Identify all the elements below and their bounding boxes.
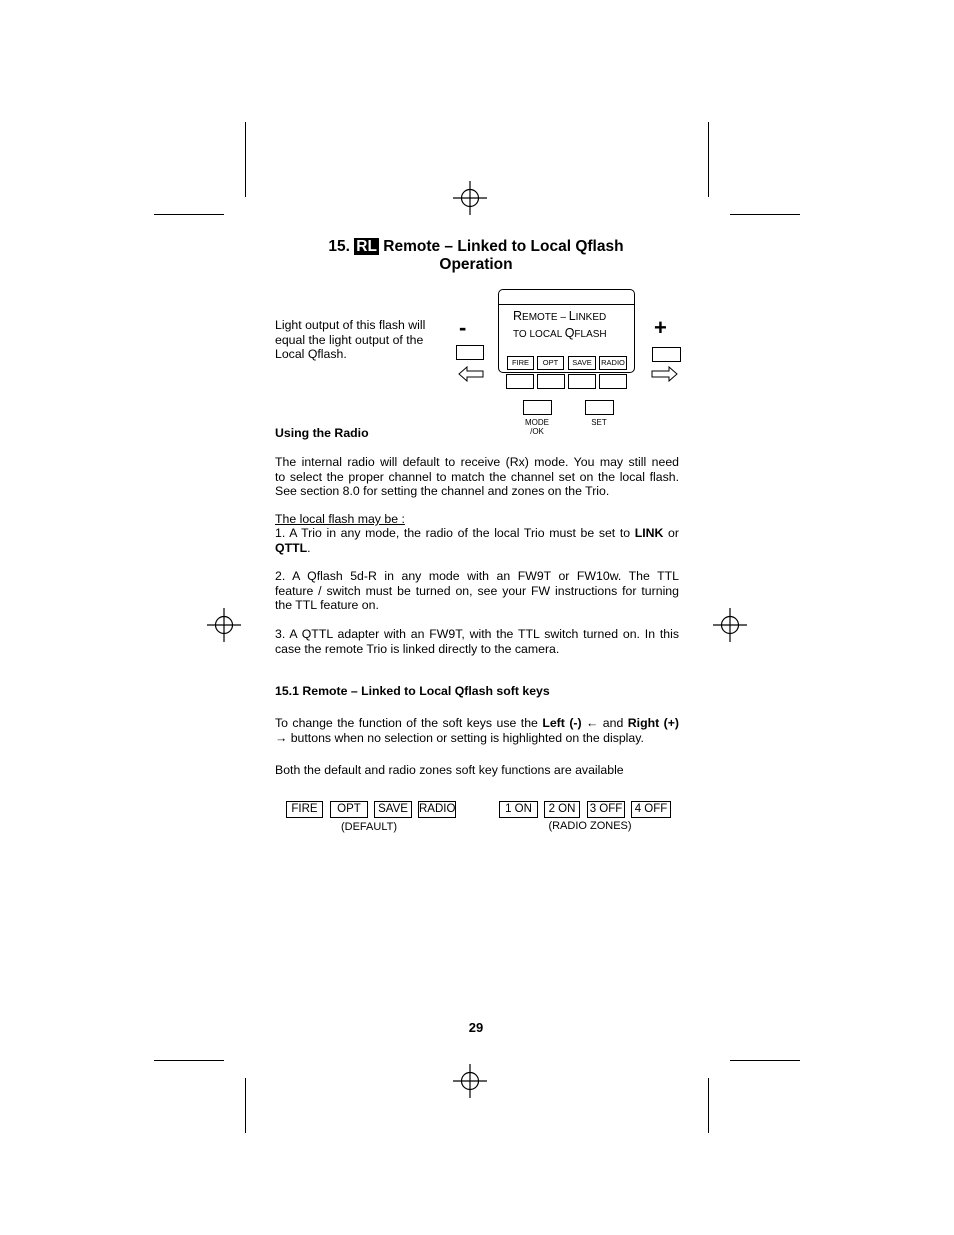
list-intro: The local flash may be : xyxy=(275,512,405,526)
mode-badge: RL xyxy=(356,238,377,255)
page-number: 29 xyxy=(468,1020,484,1035)
crop-mark xyxy=(730,1060,800,1061)
radio-zones-caption: (RADIO ZONES) xyxy=(548,820,632,832)
plus-label: + xyxy=(654,315,667,340)
section-number: 15. xyxy=(328,238,350,255)
radio-paragraph: The internal radio will default to receive (Rx) mode. You may still need to select the proper channel to match the channel set on the local flash. See section 8.0 for setting the channel and zones on the Trio. xyxy=(275,455,679,498)
softkeys-paragraph: To change the function of the soft keys use the Left (-) ← and Right (+) → buttons when no selection or setting is highlighted on the display. xyxy=(275,716,679,745)
crop-mark xyxy=(154,1060,224,1061)
crop-mark xyxy=(154,214,224,215)
soft-button-2[interactable] xyxy=(537,374,565,389)
crop-mark xyxy=(245,122,246,197)
crop-mark xyxy=(245,1078,246,1133)
display-top-divider xyxy=(499,304,634,305)
radio-heading: Using the Radio xyxy=(275,426,369,440)
radio-key-2-on: 2 ON xyxy=(544,801,580,818)
registration-mark xyxy=(207,608,241,642)
mode-ok-label: MODE /OK xyxy=(525,418,549,436)
mode-ok-button[interactable] xyxy=(523,400,552,415)
default-caption: (DEFAULT) xyxy=(340,821,398,833)
radio-key-4-off: 4 OFF xyxy=(631,801,671,818)
default-key-save: SAVE xyxy=(374,801,412,818)
default-key-radio: RADIO xyxy=(418,801,456,818)
soft-button-4[interactable] xyxy=(599,374,627,389)
section-title xyxy=(276,238,676,274)
registration-mark xyxy=(453,1064,487,1098)
registration-mark xyxy=(453,181,487,215)
display-softkey-opt: OPT xyxy=(537,356,564,370)
right-arrow-icon xyxy=(651,366,678,382)
section-title-line1: Remote – Linked to Local Qflash xyxy=(383,238,624,255)
default-key-opt: OPT xyxy=(330,801,368,818)
display-text-line1: REMOTE – LINKED xyxy=(513,309,607,323)
radio-key-1-on: 1 ON xyxy=(499,801,538,818)
minus-label: - xyxy=(459,315,467,340)
set-button[interactable] xyxy=(585,400,614,415)
softkeys-heading: 15.1 Remote – Linked to Local Qflash soft keys xyxy=(275,684,550,698)
section-title-line2: Operation xyxy=(439,256,513,273)
default-key-fire: FIRE xyxy=(286,801,323,818)
soft-button-3[interactable] xyxy=(568,374,596,389)
list-item-3: 3. A QTTL adapter with an FW9T, with the TTL switch turned on. In this case the remote Trio is linked directly to the camera. xyxy=(275,627,679,656)
minus-button[interactable] xyxy=(456,345,484,360)
crop-mark xyxy=(730,214,800,215)
intro-text: Light output of this flash will equal the light output of the Local Qflash. xyxy=(275,318,426,361)
list-item-1: 1. A Trio in any mode, the radio of the local Trio must be set to LINK or QTTL. xyxy=(275,526,679,555)
crop-mark xyxy=(708,1078,709,1133)
display-softkey-radio: RADIO xyxy=(599,356,627,370)
soft-button-1[interactable] xyxy=(506,374,534,389)
display-softkey-fire: FIRE xyxy=(507,356,534,370)
display-softkey-save: SAVE xyxy=(568,356,596,370)
set-label: SET xyxy=(591,418,607,427)
list-item-2: 2. A Qflash 5d-R in any mode with an FW9T or FW10w. The TTL feature / switch must be turned on, see your FW instructions for turning the TTL feature on. xyxy=(275,569,679,612)
registration-mark xyxy=(713,608,747,642)
left-arrow-icon xyxy=(458,366,484,382)
plus-button[interactable] xyxy=(652,347,681,362)
display-text-line2: TO LOCAL QFLASH xyxy=(513,326,607,340)
crop-mark xyxy=(708,122,709,197)
softkeys-availability-text: Both the default and radio zones soft key functions are available xyxy=(275,763,624,777)
radio-key-3-off: 3 OFF xyxy=(587,801,625,818)
